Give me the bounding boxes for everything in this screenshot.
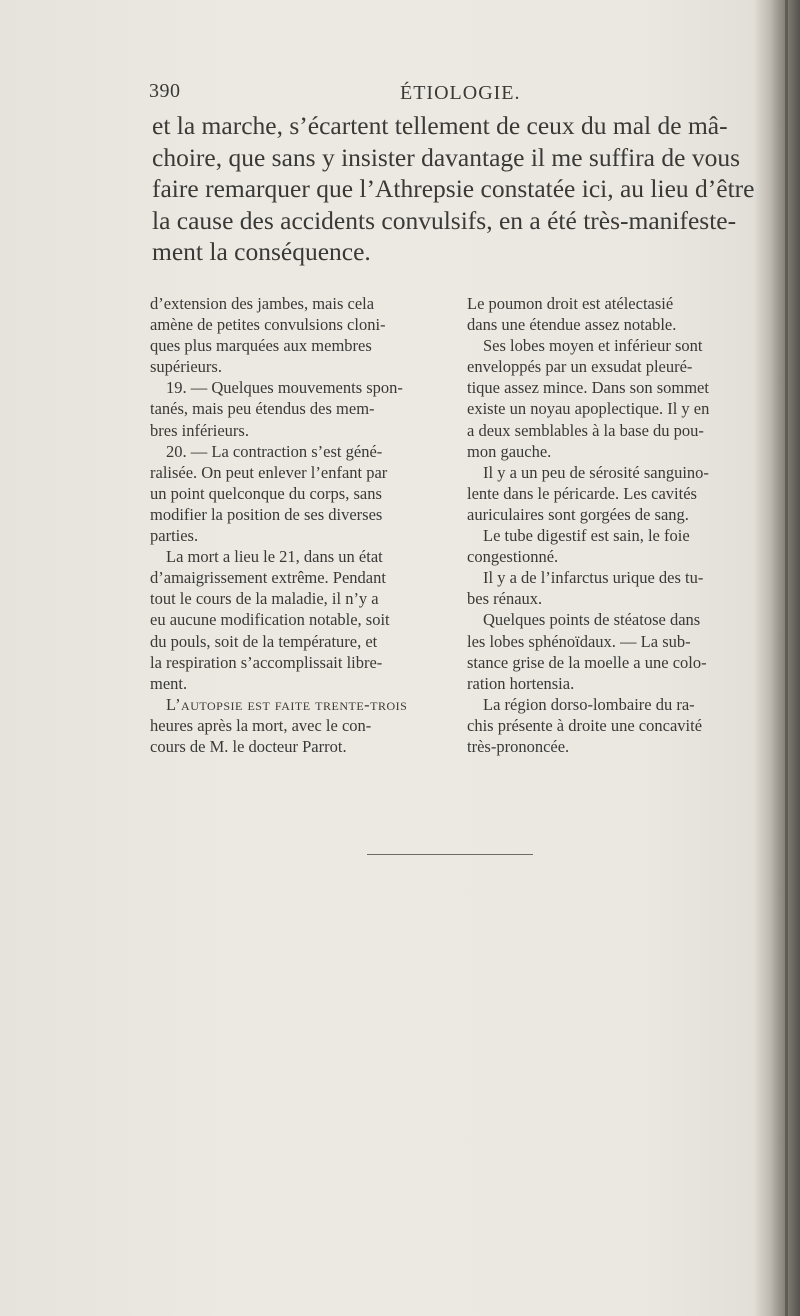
- right-column: [467, 293, 759, 757]
- left-column-line: modifier la position de ses diverses: [150, 504, 383, 524]
- left-column-line: eu aucune modification notable, soit: [150, 610, 390, 630]
- right-column-line: tique assez mince. Dans son sommet: [467, 378, 709, 398]
- left-column-line: d’extension des jambes, mais cela: [150, 294, 375, 313]
- left-column-line: ques plus marquées aux membres: [150, 336, 372, 356]
- left-column-line: tout le cours de la maladie, il n’y a: [150, 589, 379, 609]
- right-column-line: Il y a un peu de sérosité sanguino-: [483, 462, 709, 482]
- right-column-line: enveloppés par un exsudat pleuré-: [467, 357, 693, 377]
- right-column-line: ration hortensia.: [467, 673, 575, 693]
- lead-line: faire remarquer que l’Athrepsie constatée ici, au lieu d’être: [152, 174, 755, 203]
- left-column-line: tanés, mais peu étendus des mem-: [150, 399, 375, 419]
- book-spine-shadow: [754, 0, 800, 1316]
- left-column-line: supérieurs.: [150, 357, 222, 377]
- book-spine-edge: [785, 0, 788, 1316]
- left-column-line: ralisée. On peut enlever l’enfant par: [150, 462, 388, 482]
- left-column-line: 20. — La contraction s’est géné-: [166, 441, 383, 461]
- right-column-line: lente dans le péricarde. Les cavités: [467, 483, 697, 503]
- right-column-line: Le poumon droit est atélectasié: [467, 294, 674, 313]
- left-column-line: la respiration s’accomplissait libre-: [150, 652, 383, 672]
- right-column-line: La région dorso-lombaire du ra-: [483, 694, 695, 714]
- left-column-line: heures après la mort, avec le con-: [150, 715, 372, 735]
- right-column-line: bes rénaux.: [467, 589, 543, 609]
- lead-line: choire, que sans y insister davantage il me suffira de vous: [152, 142, 740, 172]
- left-column-line: bres inférieurs.: [150, 420, 249, 440]
- right-column-line: congestionné.: [467, 547, 559, 567]
- right-column-line: a deux semblables à la base du pou-: [467, 420, 704, 440]
- left-column-line: L’autopsie est faite trente-trois: [166, 694, 408, 714]
- lead-line: et la marche, s’écartent tellement de ceux du mal de mâ-: [152, 111, 728, 140]
- left-column: [150, 293, 450, 757]
- right-column-line: stance grise de la moelle a une colo-: [467, 652, 707, 672]
- left-column-line: amène de petites convulsions cloni-: [150, 315, 386, 335]
- left-column-line: d’amaigrissement extrême. Pendant: [150, 568, 386, 588]
- lead-line: la cause des accidents convulsifs, en a été très-manifeste-: [152, 205, 737, 235]
- left-column-line: parties.: [150, 526, 199, 546]
- right-column-line: existe un noyau apoplectique. Il y en: [467, 399, 710, 419]
- page-number: 390: [149, 80, 181, 102]
- left-column-line: La mort a lieu le 21, dans un état: [166, 547, 383, 567]
- left-column-line: cours de M. le docteur Parrot.: [150, 736, 347, 756]
- right-column-line: auriculaires sont gorgées de sang.: [467, 504, 689, 524]
- section-divider-rule: [367, 854, 533, 855]
- lead-line: ment la conséquence.: [152, 237, 371, 266]
- right-column-line: les lobes sphénoïdaux. — La sub-: [467, 631, 691, 651]
- right-column-line: Il y a de l’infarctus urique des tu-: [483, 568, 704, 588]
- left-column-line: un point quelconque du corps, sans: [150, 483, 382, 503]
- left-column-line: ment.: [150, 673, 188, 693]
- right-column-line: mon gauche.: [467, 441, 552, 461]
- lead-paragraph: [152, 110, 755, 268]
- right-column-line: Le tube digestif est sain, le foie: [483, 526, 690, 546]
- left-column-line: du pouls, soit de la température, et: [150, 631, 378, 651]
- right-column-line: très-prononcée.: [467, 736, 570, 756]
- left-column-line: 19. — Quelques mouvements spon-: [166, 378, 403, 398]
- right-column-line: dans une étendue assez notable.: [467, 315, 677, 335]
- right-column-line: Quelques points de stéatose dans: [483, 610, 701, 630]
- right-column-line: chis présente à droite une concavité: [467, 715, 703, 735]
- running-title: ÉTIOLOGIE.: [400, 82, 521, 104]
- right-column-line: Ses lobes moyen et inférieur sont: [483, 336, 703, 356]
